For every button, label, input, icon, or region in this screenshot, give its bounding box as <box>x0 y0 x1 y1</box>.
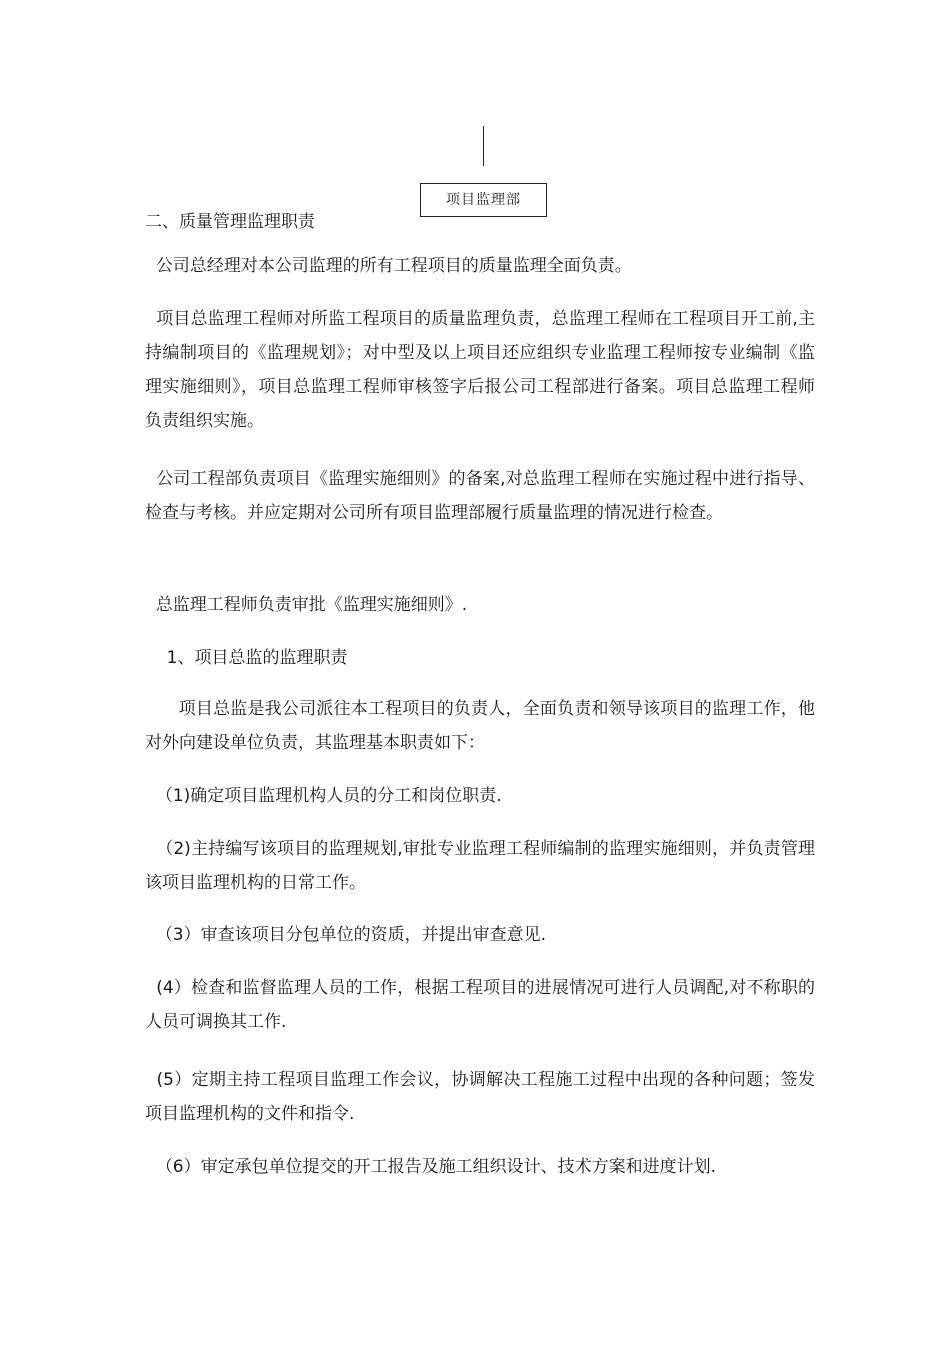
paragraph-general-manager: 公司总经理对本公司监理的所有工程项目的质量监理全面负责。 <box>145 256 632 276</box>
duty-item-5: (5）定期主持工程项目监理工作会议，协调解决工程施工过程中出现的各种问题；签发项目监理机构的文件和指令. <box>145 1070 815 1124</box>
duty-item-1: （1)确定项目监理机构人员的分工和岗位职责. <box>145 786 502 806</box>
section-heading: 二、质量管理监理职责 <box>145 212 315 232</box>
duty-item-4: (4）检查和监督监理人员的工作，根据工程项目的进展情况可进行人员调配,对不称职的人员可调换其工作. <box>145 978 815 1032</box>
paragraph-engineering-dept: 公司工程部负责项目《监理实施细则》的备案,对总监理工程师在实施过程中进行指导、检查与考核。并应定期对公司所有项目监理部履行质量监理的情况进行检查。 <box>145 469 815 523</box>
duty-item-6: （6）审定承包单位提交的开工报告及施工组织设计、技术方案和进度计划. <box>145 1157 717 1177</box>
paragraph-director-intro: 项目总监是我公司派往本工程项目的负责人，全面负责和领导该项目的监理工作，他对外向建设单位负责，其监理基本职责如下： <box>145 699 815 753</box>
org-chart-box: 项目监理部 <box>420 183 547 217</box>
sub-heading: 1、项目总监的监理职责 <box>145 648 348 668</box>
paragraph-approval: 总监理工程师负责审批《监理实施细则》. <box>145 595 468 615</box>
paragraph-chief-engineer: 项目总监理工程师对所监工程项目的质量监理负责，总监理工程师在工程项目开工前,主持编制项目的《监理规划》；对中型及以上项目还应组织专业监理工程师按专业编制《监理实施细则》，项目总监理工程师审核签字后报公司工程部进行备案。项目总监理工程师负责组织实施。 <box>145 309 815 431</box>
org-chart-connector-line <box>483 126 484 166</box>
duty-item-2: （2)主持编写该项目的监理规划,审批专业监理工程师编制的监理实施细则，并负责管理该项目监理机构的日常工作。 <box>145 839 815 893</box>
duty-item-3: （3）审查该项目分包单位的资质，并提出审查意见. <box>145 925 547 945</box>
